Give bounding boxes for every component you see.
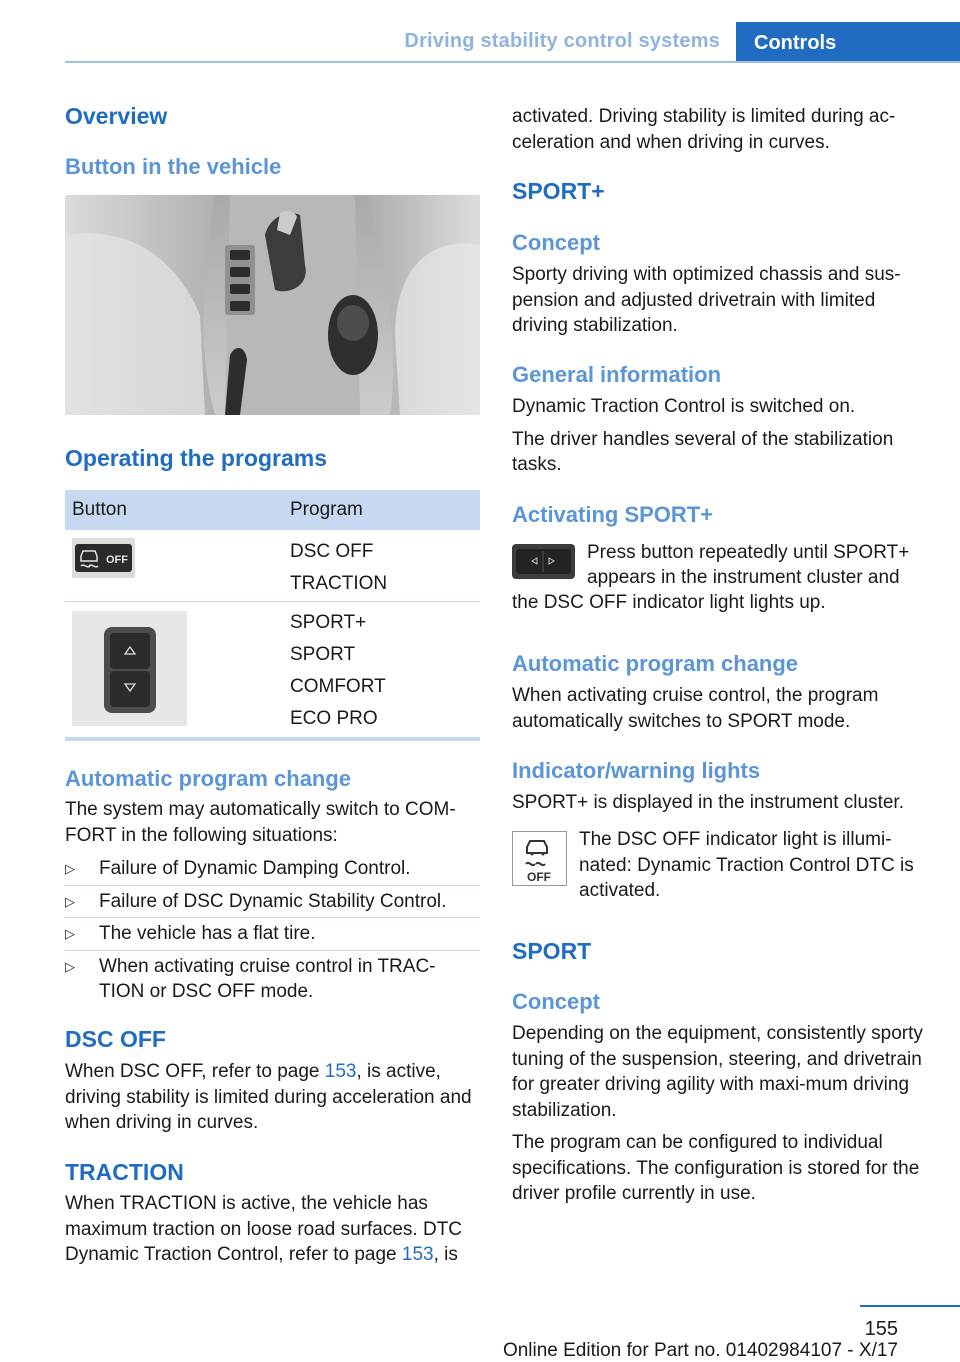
program-comfort: COMFORT	[290, 676, 386, 697]
header-rule	[65, 61, 960, 63]
center-console-photo	[65, 195, 480, 415]
table-header-row	[65, 490, 480, 530]
list-item: ▷ The vehicle has a flat tire.	[65, 918, 480, 951]
indicator-dsc-off-text: The DSC OFF indicator light is illumi‐nated: Dynamic Traction Control DTC is activated.	[579, 829, 914, 901]
auto-change-heading-left: Automatic program change	[65, 766, 352, 791]
activating-sport-plus-heading: Activating SPORT+	[512, 502, 714, 527]
dsc-off-heading: DSC OFF	[65, 1026, 166, 1052]
program-sport-plus: SPORT+	[290, 612, 367, 633]
bullet-triangle-icon: ▷	[65, 861, 75, 876]
sport-plus-heading: SPORT+	[512, 178, 605, 204]
table-bottom-rule	[65, 737, 480, 741]
bullet-triangle-icon: ▷	[65, 926, 75, 941]
sport-heading: SPORT	[512, 938, 592, 964]
page-link-153[interactable]: 153	[401, 1244, 434, 1265]
continued-text: activated. Driving stability is limited during ac‐celeration and when driving in curves.	[512, 106, 896, 153]
table-row	[65, 530, 480, 602]
traction-text: When TRACTION is active, the vehicle has maximum traction on loose road surfaces. DTC Dynamic Traction Control, refer to page 153, is	[65, 1193, 463, 1265]
running-header-section: Driving stability control systems	[404, 30, 720, 52]
auto-change-text-right: When activating cruise control, the program automatically switches to SPORT mode.	[512, 685, 879, 732]
sport-plus-rocker-button-icon	[512, 544, 575, 579]
auto-change-heading-right: Automatic program change	[512, 651, 799, 676]
list-item: ▷ Failure of Dynamic Damping Control.	[65, 853, 480, 886]
activating-text-line2: appears in the instrument cluster and	[587, 567, 900, 588]
program-traction: TRACTION	[290, 573, 388, 594]
dsc-off-button-icon	[72, 538, 135, 578]
page-link-153[interactable]: 153	[324, 1061, 357, 1082]
general-info-heading: General information	[512, 362, 722, 387]
svg-text:OFF: OFF	[527, 870, 551, 884]
activating-text-line3: the DSC OFF indicator light lights up.	[512, 592, 826, 613]
driving-mode-rocker-switch-icon	[72, 611, 187, 726]
page-number: 155	[864, 1318, 898, 1340]
svg-text:OFF: OFF	[106, 554, 128, 566]
button-in-vehicle-heading: Button in the vehicle	[65, 154, 282, 179]
concept-heading: Concept	[512, 230, 600, 255]
table-row	[65, 602, 480, 738]
program-dsc-off: DSC OFF	[290, 541, 374, 562]
indicator-heading: Indicator/warning lights	[512, 758, 761, 783]
overview-heading: Overview	[65, 103, 168, 129]
edition-note: Online Edition for Part no. 01402984107 - X/17	[502, 1340, 898, 1361]
sport-concept-text: Depending on the equipment, consistently sporty tuning of the suspension, steering, and drivetrain for greater driving agility with maxi‐mum driving stabilization. The program can be configured to individual specifications. The configuration is stored for the driver profile currently in use.	[512, 1023, 923, 1204]
dsc-off-indicator-icon	[512, 831, 567, 886]
concept-heading: Concept	[512, 989, 600, 1014]
sport-plus-concept-text: Sporty driving with optimized chassis and sus‐pension and adjusted drivetrain with limited driving stabilization.	[512, 264, 901, 336]
auto-change-list	[65, 853, 480, 1008]
operating-programs-heading: Operating the programs	[65, 445, 327, 471]
traction-heading: TRACTION	[65, 1159, 184, 1185]
general-info-text: Dynamic Traction Control is switched on. The driver handles several of the stabilization tasks.	[512, 396, 894, 475]
bullet-triangle-icon: ▷	[65, 958, 75, 974]
programs-table	[65, 490, 480, 738]
footer-rule	[860, 1305, 960, 1307]
auto-change-text-left: The system may automatically switch to COM‐FORT in the following situations:	[65, 799, 456, 846]
program-eco-pro: ECO PRO	[290, 708, 378, 729]
table-header-program: Program	[290, 499, 363, 520]
dsc-off-text: When DSC OFF, refer to page 153, is active, driving stability is limited during acceleration and when driving in curves.	[65, 1061, 472, 1133]
bullet-triangle-icon: ▷	[65, 893, 75, 909]
list-item: ▷ When activating cruise control in TRAC‐TION or DSC OFF mode.	[65, 955, 436, 1002]
program-sport: SPORT	[290, 644, 356, 665]
list-item: ▷ Failure of DSC Dynamic Stability Control.	[65, 886, 480, 919]
indicator-text: SPORT+ is displayed in the instrument cluster.	[512, 792, 904, 813]
running-header-chapter-tab: Controls	[736, 22, 960, 63]
table-header-button: Button	[72, 499, 127, 520]
activating-text-line1: Press button repeatedly until SPORT+	[587, 542, 910, 563]
